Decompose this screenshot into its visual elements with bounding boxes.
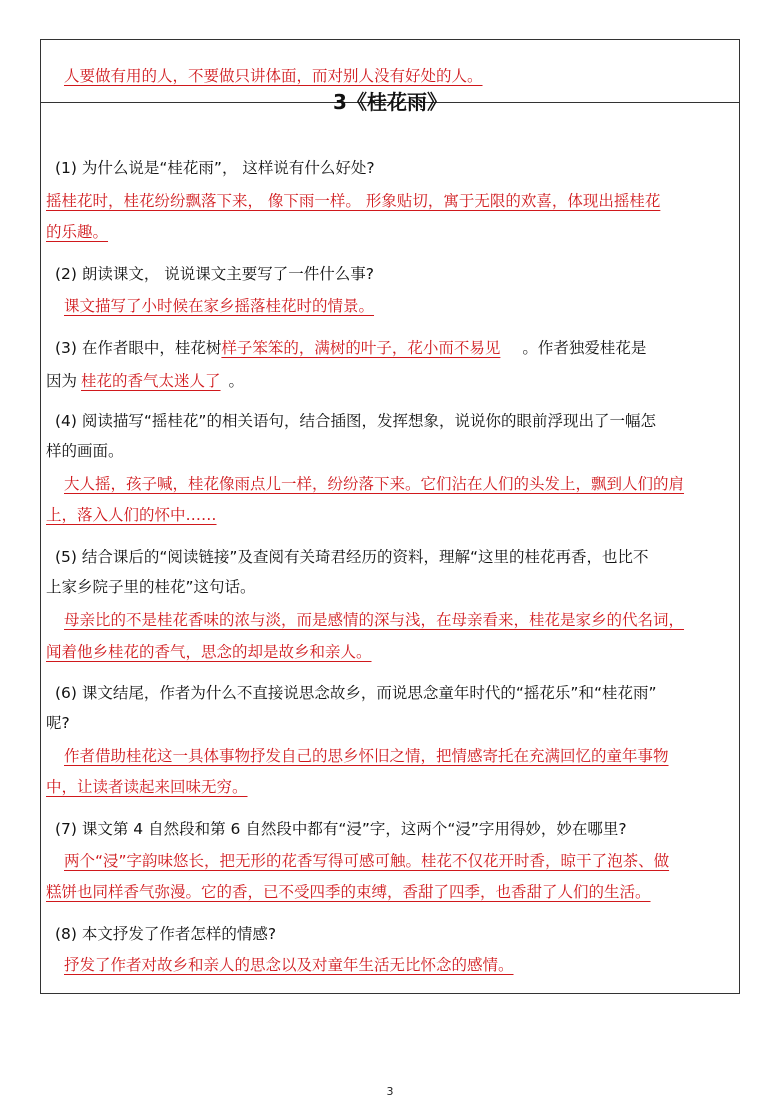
question-7: (7) 课文第 4 自然段和第 6 自然段中都有“浸”字，这两个“浸”字用得妙，妙在哪里? (55, 820, 627, 838)
answer-3-part-2: 桂花的香气太迷人了 (81, 372, 221, 390)
answer-4-line-2: 上，落入人们的怀中…… (46, 506, 217, 524)
question-5-line-1: (5) 结合课后的“阅读链接”及查阅有关琦君经历的资料，理解“这里的桂花再香，也比不 (55, 548, 649, 566)
question-3-line-1 (55, 338, 646, 358)
question-3-line2-suffix: 。 (228, 372, 245, 390)
lesson-title: 3《桂花雨》 (333, 90, 447, 114)
answer-5-line-2: 闻着他乡桂花的香气，思念的却是故乡和亲人。 (46, 643, 372, 661)
answer-2: 课文描写了小时候在家乡摇落桂花时的情景。 (64, 297, 375, 315)
answer-1-line-1: 摇桂花时，桂花纷纷飘落下来， 像下雨一样。 形象贴切，寓于无限的欢喜，体现出摇桂花 (46, 192, 661, 210)
answer-8: 抒发了作者对故乡和亲人的思念以及对童年生活无比怀念的感情。 (64, 956, 514, 974)
question-8: (8) 本文抒发了作者怎样的情感? (55, 925, 277, 943)
question-5-line-2: 上家乡院子里的桂花”这句话。 (46, 578, 256, 596)
question-4-line-2: 样的画面。 (46, 442, 124, 460)
question-4-line-1: (4) 阅读描写“摇桂花”的相关语句，结合插图，发挥想象，说说你的眼前浮现出了一幅怎 (55, 412, 656, 430)
question-3-line2-prefix: 因为 (46, 372, 78, 390)
answer-3-part-1: 样子笨笨的，满树的叶子，花小而不易见 (221, 339, 501, 357)
question-1: (1) 为什么说是“桂花雨”， 这样说有什么好处? (55, 159, 375, 177)
answer-7-line-1: 两个“浸”字韵味悠长，把无形的花香写得可感可触。桂花不仅花开时香，晾干了泡茶、做 (64, 852, 670, 870)
question-3-suffix: 。作者独爱桂花是 (522, 339, 647, 357)
answer-5-line-1: 母亲比的不是桂花香味的浓与淡，而是感情的深与浅，在母亲看来，桂花是家乡的代名词， (64, 611, 685, 629)
question-6-line-2: 呢? (46, 714, 70, 732)
question-6-line-1: (6) 课文结尾，作者为什么不直接说思念故乡，而说思念童年时代的“摇花乐”和“桂花雨” (55, 684, 657, 702)
answer-7-line-2: 糕饼也同样香气弥漫。它的香，已不受四季的束缚，香甜了四季，也香甜了人们的生活。 (46, 883, 651, 901)
question-3-prefix: (3) 在作者眼中，桂花树 (55, 339, 222, 357)
previous-answer: 人要做有用的人，不要做只讲体面，而对别人没有好处的人。 (64, 67, 483, 85)
answer-6-line-2: 中，让读者读起来回味无穷。 (46, 778, 248, 796)
question-3-line-2 (46, 371, 244, 391)
answer-1-line-2: 的乐趣。 (46, 223, 109, 241)
answer-4-line-1: 大人摇，孩子喊，桂花像雨点儿一样，纷纷落下来。它们沾在人们的头发上，飘到人们的肩 (64, 475, 685, 493)
question-2: (2) 朗读课文， 说说课文主要写了一件什么事? (55, 265, 375, 283)
page-number: 3 (386, 1085, 394, 1098)
answer-6-line-1: 作者借助桂花这一具体事物抒发自己的思乡怀旧之情，把情感寄托在充满回忆的童年事物 (64, 747, 669, 765)
